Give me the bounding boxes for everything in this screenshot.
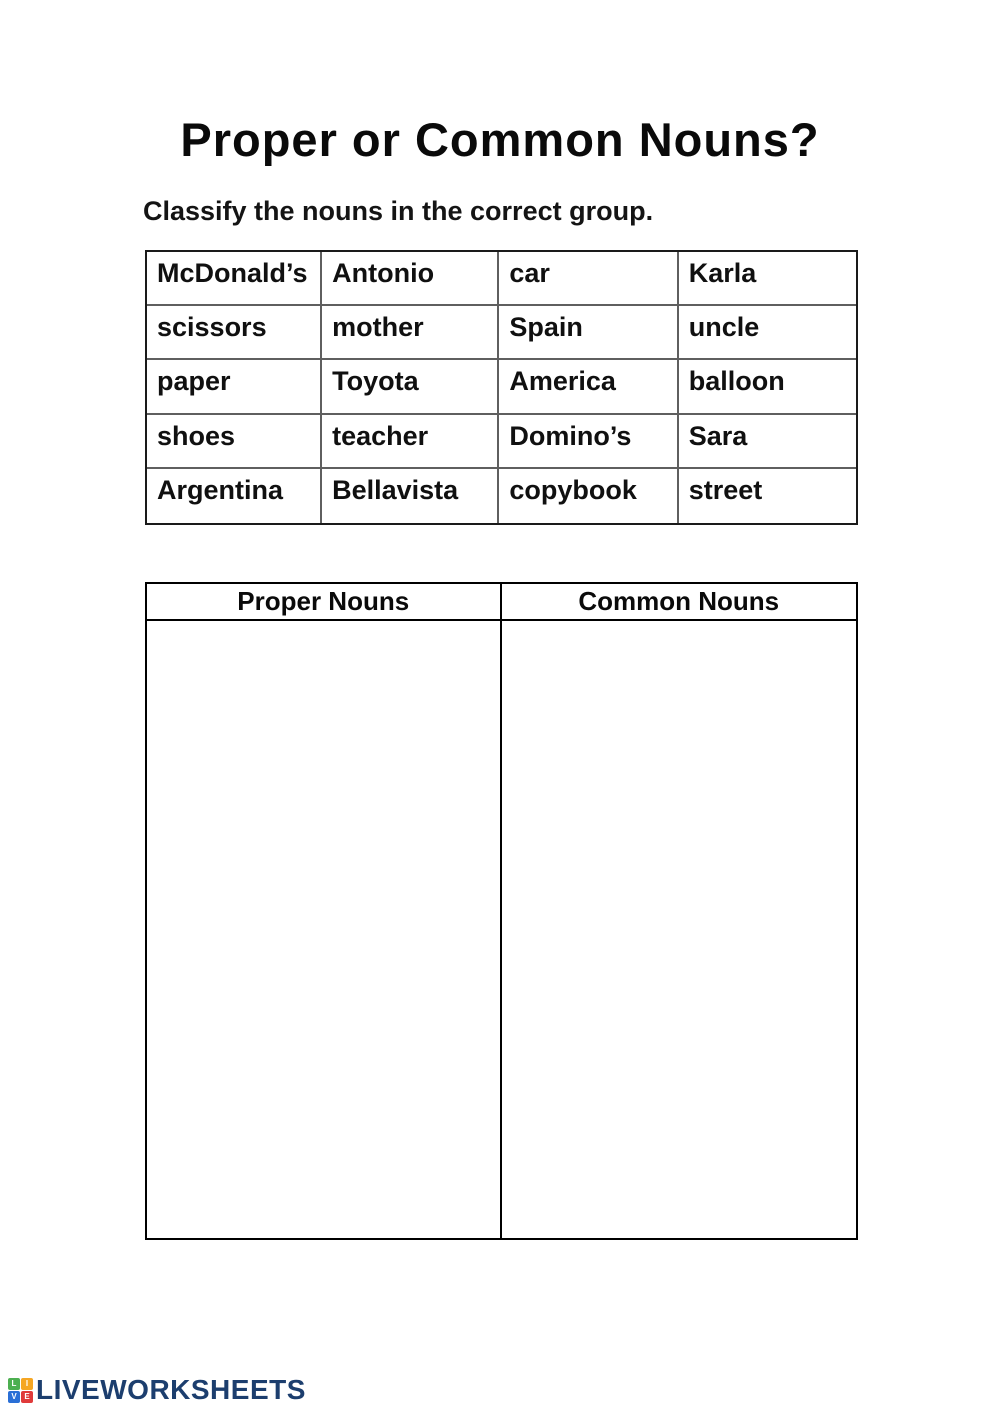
word-bank-row bbox=[147, 252, 856, 306]
common-nouns-dropzone[interactable] bbox=[502, 621, 857, 1238]
word-cell[interactable]: street bbox=[688, 474, 763, 505]
word-cell[interactable]: Domino’s bbox=[499, 415, 678, 467]
word-cell[interactable]: copybook bbox=[499, 469, 678, 523]
word-cell[interactable]: balloon bbox=[688, 366, 785, 397]
word-cell[interactable]: Bellavista bbox=[322, 469, 499, 523]
word-bank-row bbox=[147, 306, 856, 360]
word-cell[interactable]: mother bbox=[322, 306, 499, 358]
word-cell[interactable]: Toyota bbox=[322, 360, 499, 412]
word-bank-table bbox=[145, 250, 858, 525]
liveworksheets-logo bbox=[8, 1374, 306, 1406]
classification-header-row bbox=[147, 584, 856, 621]
instruction-text: Classify the nouns in the correct group. bbox=[143, 196, 654, 226]
logo-square-v: V bbox=[8, 1391, 20, 1403]
classification-body bbox=[147, 621, 856, 1238]
page-title: Proper or Common Nouns? bbox=[180, 113, 820, 166]
liveworksheets-logo-text: LIVEWORKSHEETS bbox=[36, 1374, 306, 1405]
liveworksheets-logo-icon bbox=[8, 1378, 33, 1403]
word-cell[interactable]: paper bbox=[147, 360, 322, 412]
word-cell[interactable]: McDonald’s bbox=[147, 252, 322, 304]
word-cell[interactable]: teacher bbox=[322, 415, 499, 467]
word-cell[interactable]: uncle bbox=[688, 312, 760, 343]
word-cell[interactable]: Karla bbox=[688, 258, 757, 288]
logo-square-e: E bbox=[21, 1391, 33, 1403]
logo-square-l: L bbox=[8, 1378, 20, 1390]
proper-nouns-header: Proper Nouns bbox=[147, 584, 502, 619]
word-cell[interactable]: car bbox=[499, 252, 678, 304]
word-cell[interactable]: Argentina bbox=[147, 469, 322, 523]
logo-square-i: I bbox=[21, 1378, 33, 1390]
word-cell[interactable]: Antonio bbox=[322, 252, 499, 304]
word-cell[interactable]: America bbox=[499, 360, 678, 412]
word-bank-row bbox=[147, 360, 856, 414]
word-cell[interactable]: shoes bbox=[147, 415, 322, 467]
classification-table bbox=[145, 582, 858, 1240]
word-cell[interactable]: Spain bbox=[499, 306, 678, 358]
word-cell[interactable]: scissors bbox=[147, 306, 322, 358]
word-cell[interactable]: Sara bbox=[688, 420, 748, 451]
word-bank-row bbox=[147, 469, 856, 523]
word-bank-row bbox=[147, 415, 856, 469]
common-nouns-header: Common Nouns bbox=[578, 586, 780, 616]
proper-nouns-dropzone[interactable] bbox=[147, 621, 502, 1238]
